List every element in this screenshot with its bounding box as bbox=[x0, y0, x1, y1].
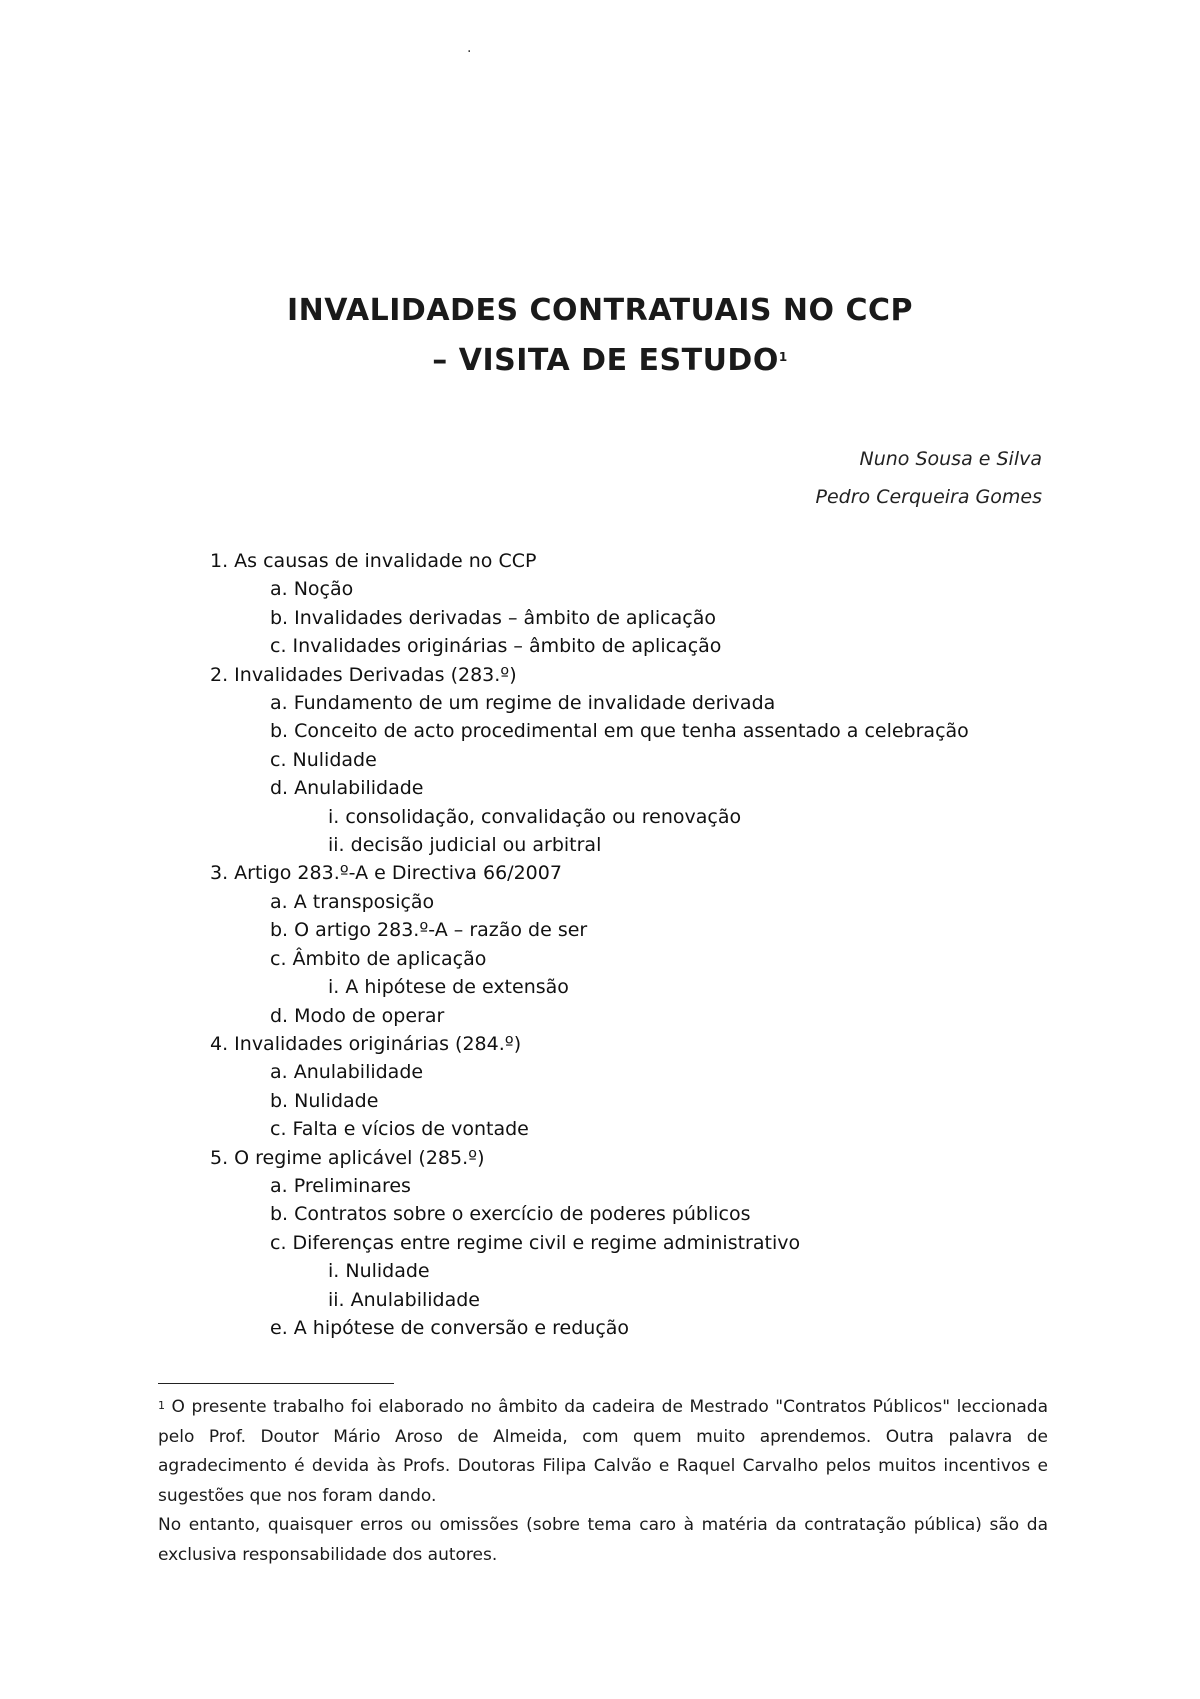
outline-item-level-1: 5. O regime aplicável (285.º) bbox=[210, 1146, 485, 1169]
outline-item-level-2: d. Modo de operar bbox=[270, 1004, 445, 1027]
outline-item-level-1: 3. Artigo 283.º-A e Directiva 66/2007 bbox=[210, 862, 562, 885]
outline-item-level-2: c. Diferenças entre regime civil e regime administrativo bbox=[270, 1231, 801, 1254]
title-line-1: INVALIDADES CONTRATUAIS NO CCP bbox=[286, 293, 913, 328]
outline-item-level-2: b. Nulidade bbox=[270, 1089, 379, 1112]
outline-item-level-1: 1. As causas de invalidade no CCP bbox=[210, 550, 537, 572]
outline-item-level-2: d. Anulabilidade bbox=[270, 777, 424, 800]
outline-item-level-3: ii. decisão judicial ou arbitral bbox=[328, 834, 602, 857]
outline-item-level-3: ii. Anulabilidade bbox=[328, 1288, 480, 1311]
outline-item-level-2: a. A transposição bbox=[270, 890, 435, 913]
outline-item-level-2: e. A hipótese de conversão e redução bbox=[270, 1316, 630, 1339]
outline-item-level-3: i. Nulidade bbox=[328, 1260, 430, 1283]
outline-item-level-3: i. consolidação, convalidação ou renovação bbox=[328, 805, 742, 828]
outline-item-level-2: b. Conceito de acto procedimental em que tenha assentado a celebração bbox=[270, 720, 969, 743]
outline-item-level-1: 2. Invalidades Derivadas (283.º) bbox=[210, 663, 517, 686]
outline-item-level-2: b. Invalidades derivadas – âmbito de aplicação bbox=[270, 606, 716, 629]
outline-item-level-2: c. Âmbito de aplicação bbox=[270, 947, 487, 970]
footnote-divider bbox=[158, 1383, 394, 1384]
footnote-marker: 1 bbox=[158, 1399, 165, 1412]
title-footnote-ref[interactable]: 1 bbox=[778, 350, 788, 364]
outline-item-level-3: i. A hipótese de extensão bbox=[328, 976, 569, 999]
outline-item-level-2: c. Falta e vícios de vontade bbox=[270, 1118, 529, 1141]
outline-item-level-2: c. Invalidades originárias – âmbito de aplicação bbox=[270, 635, 722, 658]
author-1: Nuno Sousa e Silva bbox=[859, 448, 1042, 470]
footnote-paragraph-2: No entanto, quaisquer erros ou omissões (sobre tema caro à matéria da contratação pública) são da exclusiva responsabilidade dos autores. bbox=[158, 1515, 1048, 1565]
outline-item-level-2: a. Noção bbox=[270, 578, 354, 601]
footnotes bbox=[158, 1393, 1048, 1570]
outline-item-level-2: a. Anulabilidade bbox=[270, 1061, 424, 1084]
title-line-2 bbox=[0, 336, 1200, 386]
footnote-paragraph-1 bbox=[158, 1393, 1048, 1511]
authors bbox=[816, 440, 1042, 516]
document-title bbox=[0, 286, 1200, 386]
page-mark: . bbox=[467, 40, 472, 56]
footnote-text-1: O presente trabalho foi elaborado no âmbito da cadeira de Mestrado "Contratos Públicos" leccionada pelo Prof. Doutor Mário Aroso de Almeida, com quem muito aprendemos. Outra palavra de agradecimento é devida às Profs. Doutoras Filipa Calvão e Raquel Carvalho pelos muitos incentivos e sugestões que nos foram dando. bbox=[158, 1397, 1048, 1506]
outline-item-level-2: b. Contratos sobre o exercício de poderes públicos bbox=[270, 1203, 751, 1226]
outline-item-level-2: a. Preliminares bbox=[270, 1174, 411, 1197]
outline-item-level-2: a. Fundamento de um regime de invalidade derivada bbox=[270, 692, 776, 715]
title-line-2-text: – VISITA DE ESTUDO bbox=[432, 343, 779, 378]
table-of-contents bbox=[0, 547, 1200, 1342]
author-2: Pedro Cerqueira Gomes bbox=[815, 486, 1042, 508]
outline-item-level-1: 4. Invalidades originárias (284.º) bbox=[210, 1032, 522, 1055]
outline-item-level-2: c. Nulidade bbox=[270, 748, 377, 771]
outline-item-level-2: b. O artigo 283.º-A – razão de ser bbox=[270, 919, 588, 942]
